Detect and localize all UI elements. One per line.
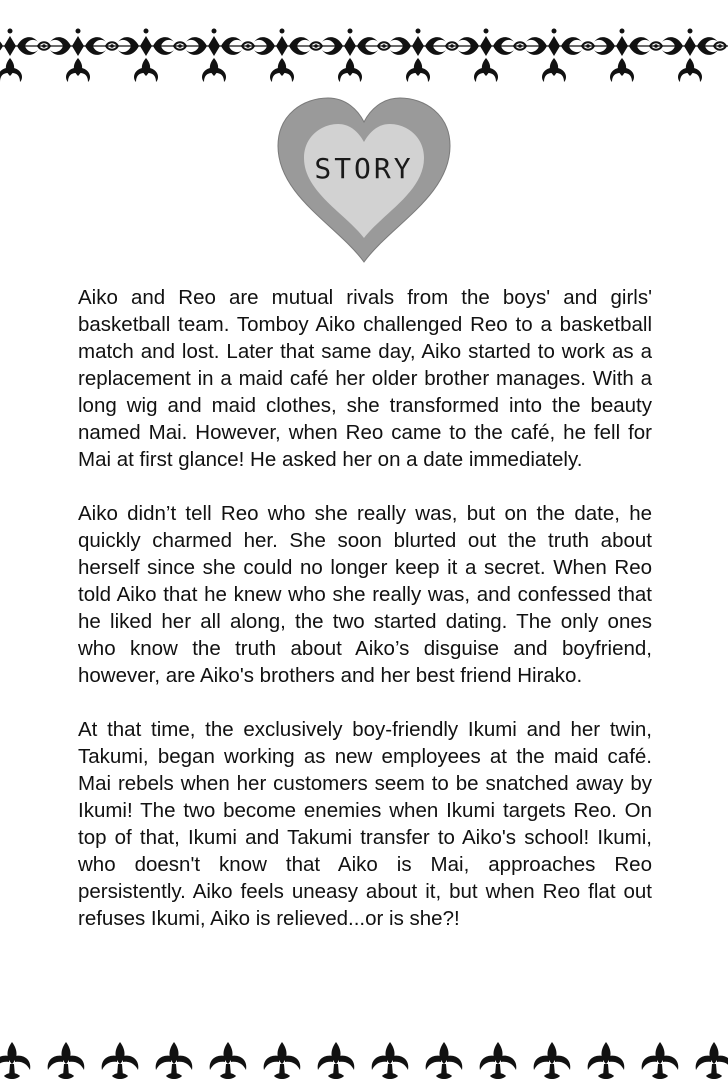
top-ornament-border <box>0 26 728 90</box>
bottom-ornaments <box>0 1042 728 1079</box>
story-paragraph-1: Aiko and Reo are mutual rivals from the boys' and girls' basketball team. Tomboy Aiko challenged Reo to a basketball match and lost. Later that same day, Aiko started to work as a replacement in a maid café her older brother manages. With a long wig and maid clothes, she transformed into the beauty named Mai. However, when Reo came to the café, he fell for Mai at first glance! He asked her on a date immediately. <box>78 286 652 471</box>
story-paragraph-2: Aiko didn’t tell Reo who she really was, but on the date, he quickly charmed her. She soon blurted out the truth about herself since she could no longer keep it a secret. When Reo told Aiko that he knew who she really was, and confessed that he liked her all along, the two started dating. The only ones who know the truth about Aiko’s disguise and boyfriend, however, are Aiko's brothers and her best friend Hirako. <box>78 502 652 687</box>
story-paragraph-3: At that time, the exclusively boy-friendly Ikumi and her twin, Takumi, began working as new employees at the maid café. Mai rebels when her customers seem to be snatched away by Ikumi! The two become enemies when Ikumi targets Reo. On top of that, Ikumi and Takumi transfer to Aiko's school! Ikumi, who doesn't know that Aiko is Mai, approaches Reo persistently. Aiko feels uneasy about it, but when Reo flat out refuses Ikumi, Aiko is relieved...or is she?! <box>78 718 652 930</box>
top-ornaments <box>0 29 726 83</box>
story-text <box>78 284 652 959</box>
page-title: STORY <box>314 152 414 185</box>
bottom-ornament-border <box>0 1040 728 1084</box>
